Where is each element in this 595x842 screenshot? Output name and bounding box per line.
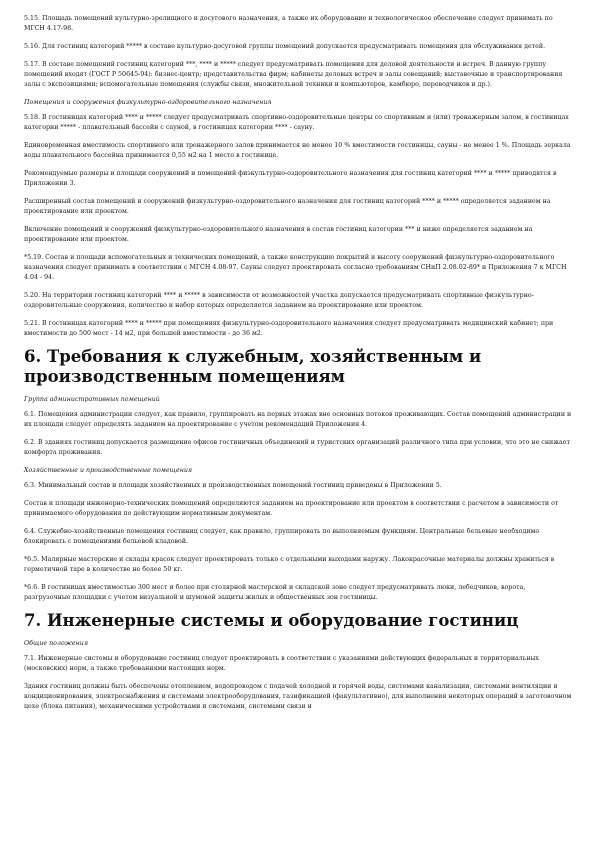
- document-page: [24, 14, 572, 720]
- paragraph: 5.20. На территории гостиниц категорий **** и ***** в зависимости от возможностей участка допускается предусматривать спортивные физкультурно-оздоровительные сооружения, количество и набор которых определяется заданием на проектирование или проектом.: [24, 292, 534, 309]
- paragraph: Единовременная вместимость спортивного или тренажерного залов принимается не менее 10 % вместимости гостиницы, сауны - не менее 1 %. Площадь зеркала воды плавательного бассейна принимается 0,55 м2 на 1 место в гостинице.: [24, 142, 571, 159]
- paragraph: 6.3. Минимальный состав и площади хозяйственных и производственных помещений гостиниц приведены в Приложении 5.: [24, 482, 442, 489]
- subsection-title: Общие положения: [24, 640, 88, 647]
- paragraph: Включение помещений и сооружений физкультурно-оздоровительного назначения в состав гостиниц категории *** и ниже определяется заданием на проектирование или проектом.: [24, 226, 533, 243]
- paragraph: 5.21. В гостиницах категорий **** и ***** при помещениях физкультурно-оздоровительного назначения следует предусматривать медицинский кабинет; при вместимости до 500 мест - 14 м2, при большей вместимости - до 36 м2.: [24, 320, 554, 337]
- paragraph: Расширенный состав помещений и сооружений физкультурно-оздоровительного назначения для гостиниц категорий **** и ***** определяется заданием на проектирование или проектом.: [24, 198, 551, 215]
- paragraph: Состав и площади инженерно-технических помещений определяются заданием на проектирование или проектом в соответствии с расчетом в зависимости от принимаемого оборудования по действующим нормативным документам.: [24, 500, 559, 517]
- paragraph: 5.15. Площадь помещений культурно-зрелищного и досугового назначения, а также их оборудование и технологическое обеспечение следует принимать по МГСН 4.17-98.: [24, 15, 553, 32]
- section-heading: 7. Инженерные системы и оборудование гостиниц: [24, 611, 519, 630]
- paragraph: 5.17. В составе помещений гостиниц категорий ***, **** и ***** следует предусматривать помещения для деловой деятельности и встреч. В данную группу помещений входят (ГОСТ Р 50645-94): бизнес-центр; представительства фирм; кабинеты деловых встреч и залы совещаний; выставочные и транспортирования залы с экспозициями; вспомогательные помещения (службы связи, множительной техники и компьютеров, камбюро, переводчиков и др.).: [24, 61, 563, 88]
- subsection-title: Хозяйственные и производственные помещения: [24, 467, 193, 474]
- subsection-title: Помещения и сооружения физкультурно-оздоровительного назначения: [24, 99, 272, 106]
- paragraph: 6.1. Помещения администрации следует, как правило, группировать на первых этажах вне основных потоков проживающих. Состав помещений администрации и их площади следует определять заданием на проектирование с учетом рекомендаций Приложения 4.: [24, 411, 572, 428]
- paragraph: 6.4. Служебно-хозяйственные помещения гостиниц следует, как правило, группировать по выполняемым функциям. Центральные бельевые необходимо блокировать с помещениями бельевой кладовой.: [24, 528, 540, 545]
- subsection-title: Группа административных помещений: [24, 396, 160, 403]
- paragraph: 6.2. В зданиях гостиниц допускается размещение офисов гостиничных объединений и туристских организаций различного типа при условии, что это не снижает комфорта проживания.: [24, 439, 570, 456]
- paragraph: Рекомендуемые размеры и площади сооружений и помещений физкультурно-оздоровительного назначения для гостиниц категорий **** и ***** приводятся в Приложении 3.: [24, 170, 557, 187]
- paragraph: Здания гостиниц должны быть обеспечены отоплением, водопроводом с подачей холодной и горячей воды, системами канализации, системами вентиляции и кондиционирования, электроснабжения и системами электрооборудования, газификацией (факультативно), для выполнения некоторых операций в заготовочном цехе (блока питания), механическими устройствами и системами, системами связи и: [24, 683, 572, 710]
- paragraph: *6.5. Малярные мастерские и склады красок следует проектировать только с отдельными выходами наружу. Лакокрасочные материалы должны храниться в герметичной таре в количестве не более 50 кг.: [24, 556, 555, 573]
- paragraph: *5.19. Состав и площади вспомогательных и технических помещений, а также конструкцию покрытий и высоту сооружений физкультурно-оздоровительного назначения следует принимать в соответствии с МГСН 4.08-97. Сауны следует проектировать согласно требованиям СНиП 2.08.02-89* и Приложения 7 к МГСН 4.04 - 94.: [24, 254, 567, 281]
- paragraph: 5.16. Для гостиниц категорий ***** в составе культурно-досуговой группы помещений допускается предусматривать помещения для обслуживания детей.: [24, 43, 546, 50]
- paragraph: *6.6. В гостиницах вместимостью 300 мест и более при столярной мастерской и складской зоне следует предусматривать люки, лебедчиков, ворота, разгрузочные площадки с учетом визуальной и шумовой защиты жилых и общественных зон гостиницы.: [24, 584, 526, 601]
- section-heading: 6. Требования к служебным, хозяйственным и производственным помещениям: [24, 347, 482, 386]
- paragraph: 5.18. В гостиницах категорий **** и ***** следует предусматривать спортивно-оздоровительные центры со спортивным и (или) тренажерным залом, в гостиницах категории ***** - плавательный бассейн с сауной, в гостиницах категории **** - сауну.: [24, 114, 569, 131]
- paragraph: 7.1. Инженерные системы и оборудование гостиниц следует проектировать в соответствии с указаниями действующих федеральных и территориальных (московских) норм, а также требованиями настоящих норм.: [24, 655, 539, 672]
